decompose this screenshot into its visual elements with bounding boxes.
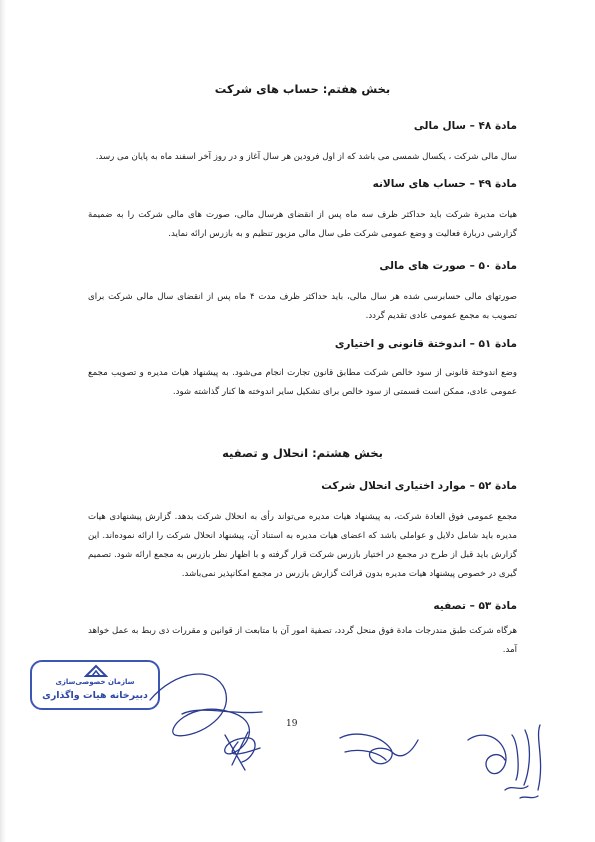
article-51-heading: مادة ۵۱ – اندوختة قانونی و اختیاری [334,338,517,350]
article-48-heading: مادة ۴۸ – سال مالی [413,120,517,132]
article-51-text: وضع اندوختة قانونی از سود خالص شرکت مطابق قانون تجارت انجام می‌شود. به پیشنهاد هیات مدیره و تصویب مجمع عمومی عادی، ممکن است قسمتی از سود خالص برای تشکیل سایر اندوخته ها کنار گذاشته شود. [88,368,517,397]
page-number: 19 [286,719,298,729]
article-49-text: هیات مدیرة شرکت باید حداکثر ظرف سه ماه پس از انقضای هرسال مالی، صورت های مالی شرکت را به ضمیمة گزارشی دربارة فعالیت و وضع عمومی شرکت طی سال مالی مزبور تنظیم و به بازرس ارائه نماید. [88,210,517,239]
article-53-text: هرگاه شرکت طبق مندرجات مادة فوق منحل گردد، تصفیة امور آن با متابعت از قوانین و مقررات ذی ربط به عمل خواهد آمد. [88,626,517,655]
article-50-text: صورتهای مالی حسابرسی شده هر سال مالی، باید حداکثر ظرف مدت ۴ ماه پس از انقضای سال مالی شرکت برای تصویب به مجمع عمومی عادی تقدیم گردد. [88,292,517,321]
article-52-text: مجمع عمومی فوق العادة شرکت، به پیشنهاد هیات مدیره می‌تواند رأی به انحلال شرکت بدهد. گزارش پیشنهادی هیات مدیره باید شامل دلایل و عواملی باشد که اعضای هیات مدیره به استناد آن، پیشنهاد انحلال شرکت را ارائه نموده‌اند. این گزارش باید قبل از طرح در مجمع در اختیار بازرس شرکت قرار گرفته و با اظهار نظر بازرس به مجمع ارائه شود. تصمیم گیری در خصوص پیشنهاد هیات مدیره بدون قرائت گزارش بازرس در مجمع امکانپذیر نمی‌باشد. [88,512,517,579]
signature-3 [340,734,418,764]
article-52-heading: مادة ۵۲ – موارد اختیاری انحلال شرکت [321,480,517,492]
signature-4-initials [505,786,538,798]
section-7-title: بخش هفتم: حساب های شرکت [214,82,391,96]
stamp-organization-name: سازمان خصوصی‌سازی [55,678,135,686]
section-8-title: بخش هشتم: انحلال و تصفیه [222,446,383,460]
signature-4 [468,725,541,790]
article-50-heading: مادة ۵۰ – صورت های مالی [379,260,517,272]
article-53-heading: مادة ۵۳ – تصفیه [433,600,517,612]
stamp-department-name: دبیرخانه هیات واگذاری [42,690,148,701]
article-48-text: سال مالی شرکت ، یکسال شمسی می باشد که از اول فرودین هر سال آغاز و در روز آخر اسفند ماه به پایان می رسد. [95,152,517,162]
article-49-heading: مادة ۴۹ – حساب های سالانه [372,178,517,190]
